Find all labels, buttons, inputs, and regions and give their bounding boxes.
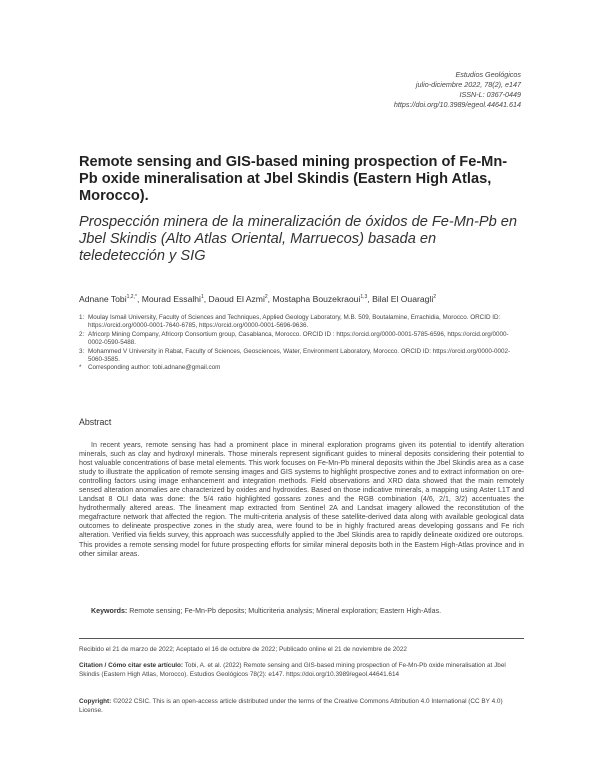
author: Daoud El Azmi$^2$,	[208, 294, 273, 304]
copyright-text: ©2022 CSIC. This is an open-access article distributed under the terms of the Creative Commons Attribution 4.0 International (CC BY 4.0) License.	[79, 698, 503, 715]
affiliation-item: 1: Moulay Ismail University, Faculty of Sciences and Techniques, Applied Geology Laboratory, M.B. 509, Boutalamine, Errachidia, Morocco. ORCID ID: https://orcid.org/0000-0001-7640-6785, https://orcid.org/0000-0001-5696-9636.	[79, 314, 501, 330]
affiliations	[79, 314, 524, 373]
journal-name: Estudios Geológicos	[455, 70, 521, 79]
affiliation-item: 3: Mohammed V University in Rabat, Faculty of Sciences, Geosciences, Water, Environment Laboratory, Morocco. ORCID ID: https://orcid.org/0000-0002-5060-3585.	[79, 347, 511, 364]
abstract-body: In recent years, remote sensing has had a prominent place in mineral exploration programs given its potential to identify alteration minerals, such as clay and hydroxyl minerals. Those minerals represent significant guides to mineral deposits considering their potential to host valuable concentrations of base metal elements. This work focuses on Fe-Mn-Pb mineral deposits within the Jbel Skindis area as a case study to illustrate the application of remote sensing images and GIS systems to highlight prospective zones and to extract information on ore-controlling factors using image enhancement and integration methods. Field observations and XRD data showed that the main remotely sensed alteration anomalies are characterized by oxides and hydroxides. Based on those indicative minerals, a mapping using Aster L1T and Landsat 8 OLI data was done: the 5/4 ratio highlighted gossans zones and the RGB combination (4/6, 2/1, 3/2) accentuates the hydrothermally altered areas. The lineament map extracted from Sentinel 2A and Landsat imagery allowed the reconstitution of the megafracture network that affected the region. The multi-criteria analysis of these satellite-derived data along with available geological data outcomes to delineate prospective zones in the study area, were found to be in highly fractured areas developing gossans and Fe rich alteration. Verified via fields survey, this approach was successfully applied to the Jbel Skindis area to rapidly delineate oxidized ore outcrops. This provides a remote sensing model for future prospecting efforts for similar mineral deposits both in the Eastern High-Atlas province and in other similar areas.	[79, 441, 524, 558]
keywords-label: Keywords:	[91, 607, 128, 615]
author: Bilal El Ouaragli$^2$	[372, 294, 437, 304]
journal-issn: ISSN-L: 0367-0449	[459, 90, 521, 99]
received-dates: Recibido el 21 de marzo de 2022; Aceptado el 16 de octubre de 2022; Publicado online el 21 de noviembre de 2022	[79, 646, 407, 653]
title-english: Remote sensing and GIS-based mining prospection of Fe-Mn-Pb oxide mineralisation at Jbel Skindis (Eastern High Atlas, Morocco).	[79, 154, 508, 204]
journal-info	[261, 70, 521, 110]
citation-label: Citation / Cómo citar este artículo:	[79, 662, 184, 669]
keywords	[91, 607, 531, 616]
author: Mourad Essalhi$^1$,	[141, 294, 209, 304]
copyright-label: Copyright:	[79, 698, 112, 705]
journal-doi[interactable]: https://doi.org/10.3989/egeol.44641.614	[393, 100, 521, 109]
copyright	[79, 697, 524, 715]
journal-issue: julio-diciembre 2022, 78(2), e147	[415, 80, 521, 89]
abstract-heading: Abstract	[79, 417, 112, 427]
title-spanish: Prospección minera de la mineralización de óxidos de Fe-Mn-Pb en Jbel Skindis (Alto Atlas Oriental, Marruecos) basada en teledetección y SIG	[79, 214, 518, 264]
author-list	[79, 294, 524, 305]
citation-text: Tobi, A. et al. (2022) Remote sensing and GIS-based mining prospection of Fe-Mn-Pb oxide mineralisation at Jbel Skindis (Eastern High Atlas, Morocco). Estudios Geológicos 78(2): e147. https://doi.org/10.3989/egeol.44641.614	[79, 662, 506, 679]
author: Adnane Tobi$^{1,2,*}$,	[79, 294, 142, 304]
author: Mostapha Bouzekraoui$^{1,3}$,	[272, 294, 373, 304]
footer-divider	[79, 638, 524, 639]
corresponding-author: * Corresponding author: tobi.adnane@gmail.com	[79, 364, 221, 372]
citation	[79, 661, 524, 679]
keywords-text: Remote sensing; Fe-Mn-Pb deposits; Multicriteria analysis; Mineral exploration; Eastern High-Atlas.	[127, 607, 442, 615]
affiliation-item: 2: Africorp Mining Company, Africorp Consortium group, Casablanca, Morocco. ORCID ID : https://orcid.org/0000-0001-5785-6596, https://orcid.org/0000-0002-0590-5488.	[79, 330, 509, 347]
